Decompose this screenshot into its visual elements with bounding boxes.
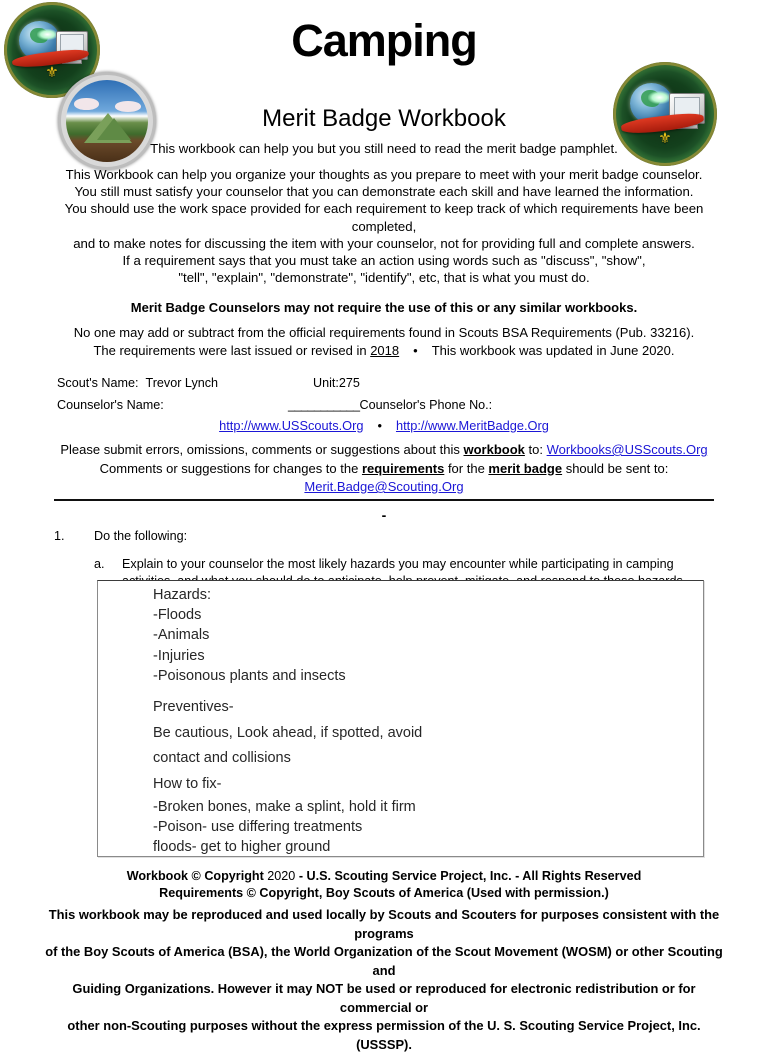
legal-line-1: This workbook may be reproduced and used locally by Scouts and Scouters for purposes consistent with the programs bbox=[48, 907, 720, 941]
revision-year: 2018 bbox=[370, 343, 400, 358]
legal-line-4: other non-Scouting purposes without the express permission of the U. S. Scouting Service Project, Inc. (USSSP). bbox=[67, 1018, 701, 1052]
counselor-name-label: Counselor's Name: bbox=[57, 398, 164, 412]
copyright-year: 2020 bbox=[267, 869, 296, 883]
submit-feedback-block bbox=[58, 441, 710, 497]
light-flash-icon bbox=[648, 91, 671, 103]
copyright-line bbox=[46, 868, 722, 885]
official-line-2 bbox=[58, 342, 710, 360]
counselor-name-row bbox=[57, 398, 711, 420]
legal-block bbox=[40, 906, 728, 1054]
workbook-emphasis: workbook bbox=[463, 442, 525, 457]
tagline: This workbook can help you but you still need to read the merit badge pamphlet. bbox=[150, 141, 618, 156]
answer-line: floods- get to higher ground bbox=[153, 839, 331, 856]
intro-line-4: completed, bbox=[351, 218, 417, 234]
requirement-1a-answer-box[interactable] bbox=[97, 580, 704, 857]
requirement-1a-text: Explain to your counselor the most likely hazards you may encounter while participating in camping bbox=[122, 557, 674, 571]
legal-line-2: of the Boy Scouts of America (BSA), the World Organization of the Scout Movement (WOSM) or other Scouting and bbox=[45, 944, 723, 978]
requirement-1a-letter: a. bbox=[94, 557, 105, 571]
intro-paragraph bbox=[58, 166, 710, 286]
official-line-1: No one may add or subtract from the official requirements found in Scouts BSA Requirements (Pub. 33216). bbox=[73, 325, 695, 340]
scout-name-row bbox=[57, 376, 711, 398]
meritbadge-link[interactable]: http://www.MeritBadge.Org bbox=[395, 418, 549, 433]
header-dash: - bbox=[381, 507, 387, 523]
copyright-suffix: - U.S. Scouting Service Project, Inc. - All Rights Reserved bbox=[295, 869, 642, 883]
answer-blank-line bbox=[153, 686, 695, 695]
answer-text[interactable] bbox=[153, 585, 695, 858]
intro-line-5: and to make notes for discussing the item with your counselor, not for providing full and complete answers. bbox=[73, 235, 695, 251]
counselor-name-blank[interactable]: ___________ bbox=[288, 398, 360, 412]
comments-post: should be sent to: bbox=[562, 460, 669, 476]
unit-field[interactable]: Unit:275 bbox=[313, 376, 360, 390]
page-title: Camping bbox=[291, 15, 477, 66]
submit-prefix: Please submit errors, omissions, comments or suggestions about this bbox=[60, 442, 464, 457]
scout-name-label: Scout's Name: bbox=[57, 376, 139, 390]
answer-line: -Animals bbox=[153, 627, 210, 644]
intro-line-1: This Workbook can help you organize your thoughts as you prepare to meet with your merit badge counselor. bbox=[65, 167, 703, 182]
answer-line: -Poison- use differing treatments bbox=[153, 819, 363, 836]
meritbadge-email-link[interactable]: Merit.Badge@Scouting.Org bbox=[304, 479, 464, 494]
answer-line: Preventives- bbox=[153, 699, 234, 716]
submit-line-2 bbox=[58, 460, 710, 479]
copyright-block bbox=[46, 868, 722, 902]
legal-line-3: Guiding Organizations. However it may NOT be used or reproduced for electronic redistribution or for commercial or bbox=[72, 981, 696, 1015]
requirement-1-number: 1. bbox=[54, 529, 65, 543]
scout-name-value[interactable]: Trevor Lynch bbox=[145, 376, 219, 390]
answer-line: Hazards: bbox=[153, 587, 212, 603]
answer-line: contact and collisions bbox=[153, 750, 291, 767]
usscouts-link[interactable]: http://www.USScouts.Org bbox=[219, 418, 364, 433]
page-subtitle: Merit Badge Workbook bbox=[262, 105, 506, 132]
intro-line-2: You still must satisfy your counselor that you can demonstrate each skill and have learned the information. bbox=[74, 184, 694, 200]
comments-mid: for the bbox=[444, 460, 489, 476]
intro-line-7: "tell", "explain", "demonstrate", "identify", etc, that is what you must do. bbox=[178, 270, 590, 286]
copyright-prefix: Workbook © Copyright bbox=[126, 869, 268, 883]
official-requirements-note bbox=[58, 324, 710, 360]
website-links bbox=[0, 418, 768, 433]
submit-line-3 bbox=[58, 478, 710, 497]
intro-line-6: If a requirement says that you must take an action using words such as "discuss", "show", bbox=[122, 253, 646, 269]
answer-line: Be cautious, Look ahead, if spotted, avoid bbox=[153, 724, 423, 741]
counselor-notice: Merit Badge Counselors may not require the use of this or any similar workbooks. bbox=[130, 300, 638, 315]
link-separator: • bbox=[377, 418, 382, 433]
update-note: This workbook was updated in June 2020. bbox=[431, 343, 675, 358]
requirements-emphasis: requirements bbox=[361, 460, 445, 476]
submit-to: to: bbox=[524, 442, 547, 457]
submit-line-1 bbox=[58, 441, 710, 460]
fleur-de-lis-icon: ⚜ bbox=[45, 64, 59, 82]
scout-info-fields bbox=[57, 376, 711, 420]
answer-line: -Broken bones, make a splint, hold it firm bbox=[153, 799, 416, 816]
comments-prefix: Comments or suggestions for changes to the bbox=[99, 460, 362, 476]
requirement-1-text: Do the following: bbox=[94, 529, 188, 543]
requirement-1 bbox=[54, 528, 714, 544]
counselor-phone-group bbox=[288, 398, 492, 412]
section-divider bbox=[54, 499, 714, 501]
fleur-de-lis-icon: ⚜ bbox=[658, 129, 672, 147]
bullet-separator: • bbox=[413, 343, 418, 358]
answer-line: -Poisonous plants and insects bbox=[153, 667, 346, 684]
revision-prefix: The requirements were last issued or revised in bbox=[93, 343, 371, 358]
counselor-phone-label: Counselor's Phone No.: bbox=[359, 398, 493, 412]
requirements-copyright: Requirements © Copyright, Boy Scouts of America (Used with permission.) bbox=[159, 886, 609, 900]
workbooks-email-link[interactable]: Workbooks@USScouts.Org bbox=[546, 442, 708, 457]
merit-badge-emphasis: merit badge bbox=[488, 460, 563, 476]
intro-line-3: You should use the work space provided for each requirement to keep track of which requirements have been bbox=[64, 201, 704, 217]
answer-line: How to fix- bbox=[153, 775, 222, 792]
answer-line: -Injuries bbox=[153, 647, 205, 664]
answer-line: -Floods bbox=[153, 607, 202, 624]
